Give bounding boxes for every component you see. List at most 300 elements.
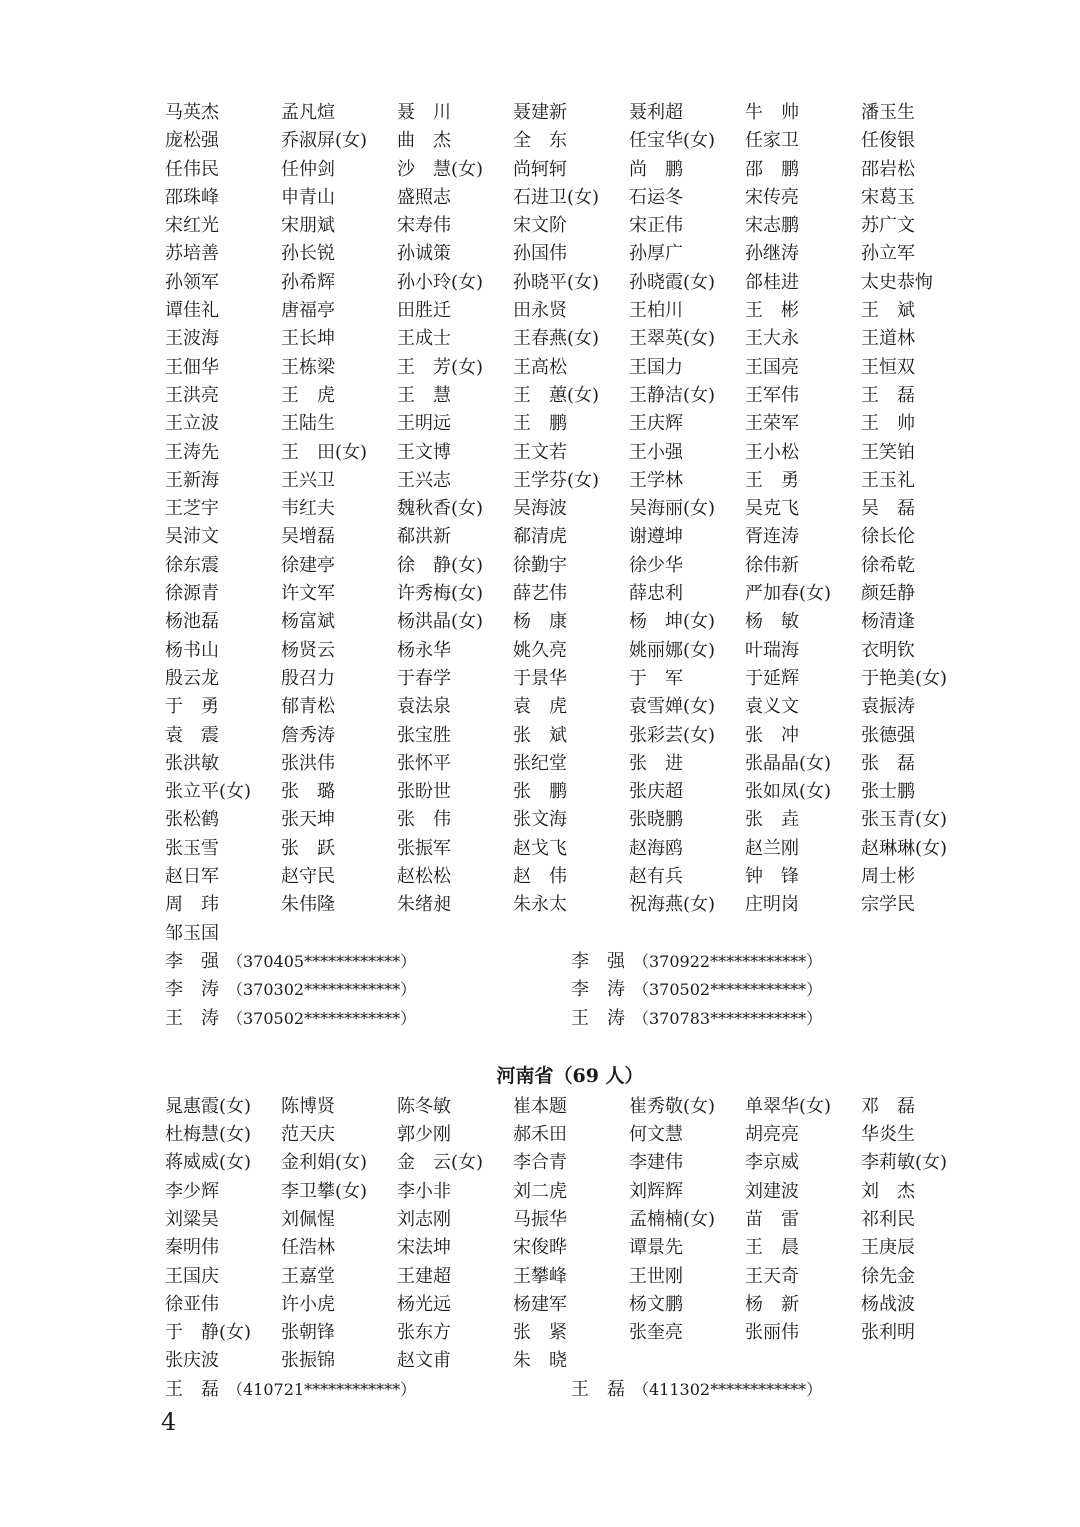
name-entry: 太史恭恂 [861,271,933,293]
id-entry-name: 王 磊 [571,1378,625,1400]
name-entry: 钟 锋 [745,866,799,888]
id-entry-number: （411302************） [633,1379,823,1399]
name-entry: 张 冲 [745,724,799,746]
page-number: 4 [161,1408,177,1436]
name-entry: 乔淑屏(女) [281,130,368,152]
name-entry: 宋葛玉 [861,186,915,208]
name-entry: 何文慧 [629,1124,683,1146]
name-entry: 胥连涛 [745,526,799,548]
name-entry: 华炎生 [861,1124,915,1146]
name-entry: 张东方 [397,1322,451,1344]
name-entry: 赵戈飞 [513,837,567,859]
henan-heading: 河南省（69 人） [496,1064,644,1087]
id-entry [165,1005,571,1033]
name-entry: 王 蕙(女) [513,384,600,406]
name-entry: 王洪亮 [165,384,219,406]
name-entry: 邵岩松 [861,158,915,180]
name-entry: 王玉礼 [861,469,915,491]
name-entry: 王 虎 [281,384,335,406]
shandong-name-grid [165,99,985,948]
name-entry: 王国亮 [745,356,799,378]
name-entry: 杨 新 [745,1293,799,1315]
name-entry: 王陆生 [281,413,335,435]
id-entry-number: （370922************） [633,951,823,971]
name-entry: 陈冬敏 [397,1095,451,1117]
id-entry-number: （370783************） [633,1008,823,1028]
name-entry: 秦明伟 [165,1237,219,1259]
name-entry: 朱绪昶 [397,894,451,916]
name-entry: 王恒双 [861,356,915,378]
name-entry: 孙国伟 [513,243,567,265]
name-entry: 王大永 [745,328,799,350]
name-list [165,99,985,1404]
name-entry: 宋文阶 [513,215,567,237]
name-entry: 王兴志 [397,469,451,491]
name-entry: 田胜迁 [397,300,451,322]
name-entry: 王成士 [397,328,451,350]
name-entry: 张洪敏 [165,752,219,774]
name-entry: 王学林 [629,469,683,491]
name-entry: 张振军 [397,837,451,859]
id-entry [571,948,977,976]
name-entry: 刘辉辉 [629,1180,683,1202]
name-entry: 牛 帅 [745,102,799,123]
name-entry: 于景华 [513,667,567,689]
name-entry: 张晶晶(女) [745,752,832,774]
id-entry-number: （410721************） [227,1379,417,1399]
name-entry: 谭佳礼 [165,300,219,322]
name-entry: 张玉青(女) [861,809,948,831]
id-entry [165,948,571,976]
name-entry: 王文若 [513,441,567,463]
name-entry: 王天奇 [745,1265,799,1287]
name-entry: 王 帅 [861,413,915,435]
name-entry: 刘 杰 [861,1180,915,1202]
name-entry: 周 玮 [165,894,219,916]
name-entry: 全 东 [513,130,567,152]
name-entry: 姚久亮 [513,639,567,661]
henan-id-entries [165,1376,985,1404]
id-entry-number: （370405************） [227,951,417,971]
name-entry: 杨永华 [397,639,451,661]
name-entry: 金利娟(女) [281,1152,368,1174]
name-entry: 赵兰刚 [745,837,799,859]
name-entry: 薛艺伟 [513,583,567,605]
name-entry: 张文海 [513,809,567,831]
name-entry: 张彩芸(女) [629,724,716,746]
name-entry: 张振锦 [281,1350,335,1372]
name-entry: 王 勇 [745,469,799,491]
name-entry: 徐长伦 [861,526,915,548]
name-entry: 庞松强 [165,130,219,152]
name-entry: 范天庆 [281,1124,335,1146]
name-entry: 谢遵坤 [629,526,683,548]
name-entry: 王嘉堂 [281,1265,335,1287]
name-entry: 尚轲轲 [513,158,567,180]
name-entry: 金 云(女) [397,1152,484,1174]
name-entry: 杨战波 [861,1293,915,1315]
name-entry: 王兴卫 [281,469,335,491]
name-entry: 邹玉国 [165,922,219,944]
name-entry: 王国力 [629,356,683,378]
name-entry: 张奎亮 [629,1322,683,1344]
name-entry: 徐亚伟 [165,1293,219,1315]
name-entry: 薛忠利 [629,583,683,605]
name-entry: 田永贤 [513,300,567,322]
name-entry: 张德强 [861,724,915,746]
henan-name-grid [165,1093,985,1376]
name-entry: 张庆波 [165,1350,219,1372]
name-entry: 任伟民 [165,158,219,180]
name-entry: 于 军 [629,667,683,689]
name-entry: 王明远 [397,413,451,435]
name-entry: 吴海波 [513,498,567,520]
name-entry: 王春燕(女) [513,328,600,350]
name-entry: 苏广文 [861,215,915,237]
name-entry: 王攀峰 [513,1265,567,1287]
name-entry: 晁惠霞(女) [165,1095,252,1117]
id-entry [571,1376,977,1404]
name-entry: 杨富斌 [281,611,335,633]
name-entry: 吴克飞 [745,498,799,520]
name-entry: 庄明岗 [745,894,799,916]
name-entry: 王荣军 [745,413,799,435]
name-entry: 郃桂进 [745,271,799,293]
id-entry-name: 李 强 [165,950,219,972]
id-entry-name: 李 涛 [165,979,219,1001]
name-entry: 孙继涛 [745,243,799,265]
name-entry: 王佃华 [165,356,219,378]
name-entry: 孙小玲(女) [397,271,484,293]
name-entry: 李莉敏(女) [861,1152,948,1174]
name-entry: 徐勤宇 [513,554,567,576]
name-entry: 王翠英(女) [629,328,716,350]
name-entry: 王庆辉 [629,413,683,435]
name-entry: 许秀梅(女) [397,583,484,605]
name-entry: 刘佩惺 [281,1208,335,1230]
name-entry: 王笑铂 [861,441,915,463]
name-entry: 李建伟 [629,1152,683,1174]
name-entry: 李合青 [513,1152,567,1174]
name-entry: 吴沛文 [165,526,219,548]
id-entry-name: 李 强 [571,950,625,972]
id-entry-name: 王 涛 [571,1007,625,1029]
id-entry-name: 王 磊 [165,1378,219,1400]
name-entry: 宋俊晔 [513,1237,567,1259]
name-entry: 孟楠楠(女) [629,1208,716,1230]
name-entry: 杨文鹏 [629,1293,683,1315]
name-entry: 孙长锐 [281,243,335,265]
name-entry: 孙领军 [165,271,219,293]
name-entry: 苗 雷 [745,1208,799,1230]
name-entry: 李少辉 [165,1180,219,1202]
name-entry: 王波海 [165,328,219,350]
name-entry: 王庚辰 [861,1237,915,1259]
id-entry [165,1376,571,1404]
name-entry: 韦红夫 [281,498,335,520]
name-entry: 徐 静(女) [397,554,484,576]
name-entry: 许小虎 [281,1293,335,1315]
id-entry [571,976,977,1004]
name-entry: 张洪伟 [281,752,335,774]
name-entry: 王长坤 [281,328,335,350]
name-entry: 任家卫 [745,130,799,152]
name-entry: 王建超 [397,1265,451,1287]
name-entry: 张 磊 [861,752,915,774]
name-entry: 王道林 [861,328,915,350]
name-entry: 王 晨 [745,1237,799,1259]
name-entry: 宋朋斌 [281,215,335,237]
name-entry: 谭景先 [629,1237,683,1259]
name-entry: 张盼世 [397,781,451,803]
name-entry: 姚丽娜(女) [629,639,716,661]
name-entry: 徐希乾 [861,554,915,576]
name-entry: 赵松松 [397,866,451,888]
name-entry: 聂利超 [629,102,683,123]
name-entry: 单翠华(女) [745,1095,832,1117]
name-entry: 祝海燕(女) [629,894,716,916]
name-entry: 杨池磊 [165,611,219,633]
shandong-id-entries [165,948,985,1033]
name-entry: 任宝华(女) [629,130,716,152]
name-entry: 刘粱昊 [165,1208,219,1230]
name-entry: 殷召力 [281,667,335,689]
name-entry: 朱 晓 [513,1350,567,1372]
name-entry: 陈博贤 [281,1095,335,1117]
name-entry: 许文军 [281,583,335,605]
id-entry [165,976,571,1004]
name-entry: 詹秀涛 [281,724,335,746]
name-entry: 杨 敏 [745,611,799,633]
name-entry: 孙诚策 [397,243,451,265]
name-entry: 袁振涛 [861,696,915,718]
name-entry: 郭少刚 [397,1124,451,1146]
name-entry: 徐源青 [165,583,219,605]
name-entry: 张 跃 [281,837,335,859]
name-entry: 任仲剑 [281,158,335,180]
name-entry: 颜廷静 [861,583,915,605]
name-entry: 赵海鸥 [629,837,683,859]
name-entry: 李小非 [397,1180,451,1202]
id-entry-number: （370502************） [227,1008,417,1028]
id-entry [571,1005,977,1033]
name-entry: 李京威 [745,1152,799,1174]
name-entry: 王栋梁 [281,356,335,378]
name-entry: 马振华 [513,1208,567,1230]
name-entry: 孙立军 [861,243,915,265]
name-entry: 吴增磊 [281,526,335,548]
name-entry: 宗学民 [861,894,915,916]
name-entry: 张 鹏 [513,781,567,803]
name-entry: 石运冬 [629,186,683,208]
name-entry: 马英杰 [165,102,219,123]
name-entry: 叶瑞海 [745,639,799,661]
name-entry: 刘志刚 [397,1208,451,1230]
name-entry: 宋志鹏 [745,215,799,237]
name-entry: 徐建亭 [281,554,335,576]
id-entry-number: （370302************） [227,980,417,1000]
name-entry: 聂建新 [513,102,567,123]
name-entry: 申青山 [281,186,335,208]
name-entry: 张 伟 [397,809,451,831]
name-entry: 张宝胜 [397,724,451,746]
name-entry: 崔秀敬(女) [629,1095,716,1117]
name-entry: 张纪堂 [513,752,567,774]
id-entry-number: （370502************） [633,980,823,1000]
name-entry: 宋法坤 [397,1237,451,1259]
name-entry: 祁利民 [861,1208,915,1230]
name-entry: 赵有兵 [629,866,683,888]
name-entry: 王立波 [165,413,219,435]
name-entry: 邵珠峰 [165,186,219,208]
name-entry: 于春学 [397,667,451,689]
name-entry: 郁青松 [281,696,335,718]
name-entry: 袁 虎 [513,696,567,718]
name-entry: 于延辉 [745,667,799,689]
name-entry: 王文博 [397,441,451,463]
name-entry: 张玉雪 [165,837,219,859]
name-entry: 王小松 [745,441,799,463]
name-entry: 徐少华 [629,554,683,576]
name-entry: 尚 鹏 [629,158,683,180]
name-entry: 张松鹤 [165,809,219,831]
name-entry: 杨贤云 [281,639,335,661]
name-entry: 唐福亭 [281,300,335,322]
name-entry: 王世刚 [629,1265,683,1287]
name-entry: 王芝宇 [165,498,219,520]
name-entry: 袁雪婵(女) [629,696,716,718]
name-entry: 王 彬 [745,300,799,322]
name-entry: 杨清逢 [861,611,915,633]
name-entry: 王 磊 [861,384,915,406]
name-entry: 沙 慧(女) [397,158,484,180]
name-entry: 张利明 [861,1322,915,1344]
name-entry: 魏秋香(女) [397,498,484,520]
name-entry: 严加春(女) [745,583,832,605]
name-entry: 赵琳琳(女) [861,837,948,859]
name-entry: 赵 伟 [513,866,567,888]
name-entry: 崔本题 [513,1095,567,1117]
name-entry: 赵文甫 [397,1350,451,1372]
name-entry: 王柏川 [629,300,683,322]
name-entry: 张天坤 [281,809,335,831]
name-entry: 王 芳(女) [397,356,484,378]
name-entry: 张庆超 [629,781,683,803]
name-entry: 王国庆 [165,1265,219,1287]
name-entry: 朱伟隆 [281,894,335,916]
name-entry: 孟凡煊 [281,102,335,123]
name-entry: 张怀平 [397,752,451,774]
name-entry: 徐东震 [165,554,219,576]
name-entry: 王静洁(女) [629,384,716,406]
name-entry: 宋正伟 [629,215,683,237]
name-entry: 张 紧 [513,1322,567,1344]
name-entry: 郗清虎 [513,526,567,548]
name-entry: 石进卫(女) [513,186,600,208]
name-entry: 王 田(女) [281,441,368,463]
name-entry: 张如凤(女) [745,781,832,803]
name-entry: 任俊银 [861,130,915,152]
name-entry: 于艳美(女) [861,667,948,689]
name-entry: 潘玉生 [861,102,915,123]
name-entry: 杨书山 [165,639,219,661]
name-entry: 张 璐 [281,781,335,803]
name-entry: 杨光远 [397,1293,451,1315]
name-entry: 张丽伟 [745,1322,799,1344]
name-entry: 张 斌 [513,724,567,746]
name-entry: 胡亮亮 [745,1124,799,1146]
name-entry: 孙晓霞(女) [629,271,716,293]
name-entry: 聂 川 [397,102,451,123]
name-entry: 张 垚 [745,809,799,831]
name-entry: 孙晓平(女) [513,271,600,293]
name-entry: 邵 鹏 [745,158,799,180]
name-entry: 杨 坤(女) [629,611,716,633]
name-entry: 蒋威威(女) [165,1152,252,1174]
name-entry: 杨 康 [513,611,567,633]
name-entry: 张 进 [629,752,683,774]
name-entry: 杨洪晶(女) [397,611,484,633]
name-entry: 吴 磊 [861,498,915,520]
name-entry: 吴海丽(女) [629,498,716,520]
name-entry: 徐伟新 [745,554,799,576]
name-entry: 徐先金 [861,1265,915,1287]
name-entry: 李卫攀(女) [281,1180,368,1202]
name-entry: 刘二虎 [513,1180,567,1202]
name-entry: 宋传亮 [745,186,799,208]
name-entry: 曲 杰 [397,130,451,152]
name-entry: 张士鹏 [861,781,915,803]
name-entry: 任浩林 [281,1237,335,1259]
name-entry: 朱永太 [513,894,567,916]
name-entry: 杜梅慧(女) [165,1124,252,1146]
name-entry: 赵守民 [281,866,335,888]
name-entry: 宋寿伟 [397,215,451,237]
name-entry: 赵日军 [165,866,219,888]
name-entry: 孙厚广 [629,243,683,265]
name-entry: 王 鹏 [513,413,567,435]
name-entry: 王涛先 [165,441,219,463]
name-entry: 王新海 [165,469,219,491]
name-entry: 王 慧 [397,384,451,406]
id-entry-name: 王 涛 [165,1007,219,1029]
name-entry: 袁义文 [745,696,799,718]
name-entry: 郗洪新 [397,526,451,548]
name-entry: 殷云龙 [165,667,219,689]
name-entry: 于 静(女) [165,1322,252,1344]
name-entry: 王 斌 [861,300,915,322]
name-entry: 袁 震 [165,724,219,746]
name-entry: 张晓鹏 [629,809,683,831]
name-entry: 孙希辉 [281,271,335,293]
name-entry: 刘建波 [745,1180,799,1202]
name-entry: 王军伟 [745,384,799,406]
name-entry: 王学芬(女) [513,469,600,491]
name-entry: 邓 磊 [861,1095,915,1117]
name-entry: 宋红光 [165,215,219,237]
name-entry: 于 勇 [165,696,219,718]
id-entry-name: 李 涛 [571,979,625,1001]
name-entry: 衣明钦 [861,639,915,661]
name-entry: 郝禾田 [513,1124,567,1146]
name-entry: 张朝锋 [281,1322,335,1344]
name-entry: 周士彬 [861,866,915,888]
name-entry: 袁法泉 [397,696,451,718]
name-entry: 盛照志 [397,186,451,208]
name-entry: 王小强 [629,441,683,463]
name-entry: 杨建军 [513,1293,567,1315]
name-entry: 张立平(女) [165,781,252,803]
